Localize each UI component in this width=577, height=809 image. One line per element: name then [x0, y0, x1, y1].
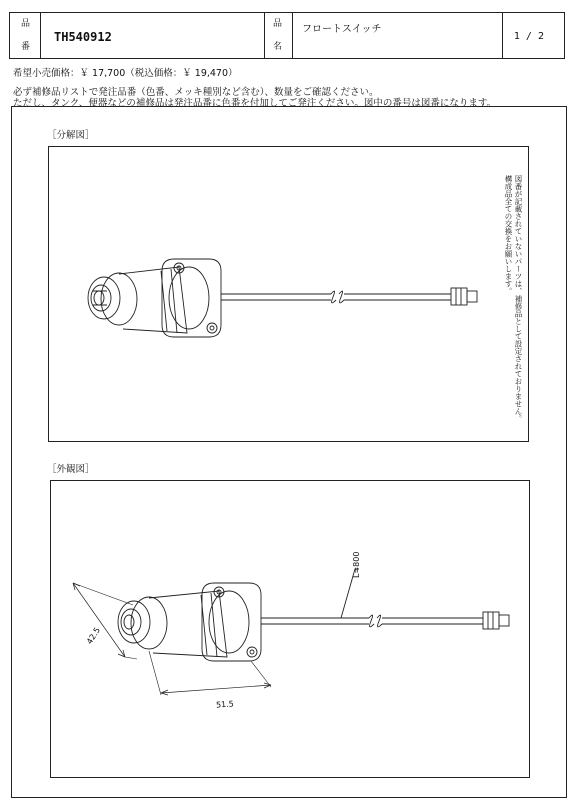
product-name-cell [292, 13, 503, 58]
dimension-height: 42.5 [85, 625, 103, 646]
side-note-line-1: 図番が記載されていないパーツは、補修品として設定されておりません。 [514, 175, 523, 423]
label-hin2: 品 [273, 19, 283, 29]
exploded-side-note [503, 175, 523, 423]
dimension-length: L=800 [352, 551, 361, 578]
exploded-view-label: ［分解図］ [47, 130, 95, 141]
page-indicator: 1 / 2 [513, 31, 544, 42]
exploded-view-panel [48, 146, 529, 442]
part-number: TH540912 [54, 30, 112, 44]
float-switch-drawing-external [51, 481, 531, 779]
note-line-1: 必ず補修品リストで発注品番（色番、メッキ種別など含む）、数量をご確認ください。 [13, 87, 379, 98]
product-name-label-cell [264, 13, 293, 58]
external-view-panel [50, 480, 530, 778]
label-hin: 品 [21, 19, 31, 29]
price-line: 希望小売価格：￥ 17,700（税込価格：￥ 19,470） [13, 68, 238, 79]
external-view-label: ［外観図］ [47, 464, 95, 475]
product-name: フロートスイッチ [302, 24, 382, 35]
part-number-cell [10, 13, 265, 58]
label-mei: 名 [273, 42, 283, 52]
note-line-2: ただし、タンク、便器などの補修品は発注品番に色番を付加してご発注ください。図中の番号は図番になります。 [13, 98, 497, 109]
float-switch-drawing-exploded [49, 147, 530, 443]
dimension-width: 51.5 [215, 699, 235, 710]
header-table [9, 12, 565, 59]
side-note-line-2: 構成品全ての交換をお願いします。 [504, 175, 513, 295]
label-ban: 番 [21, 42, 31, 52]
